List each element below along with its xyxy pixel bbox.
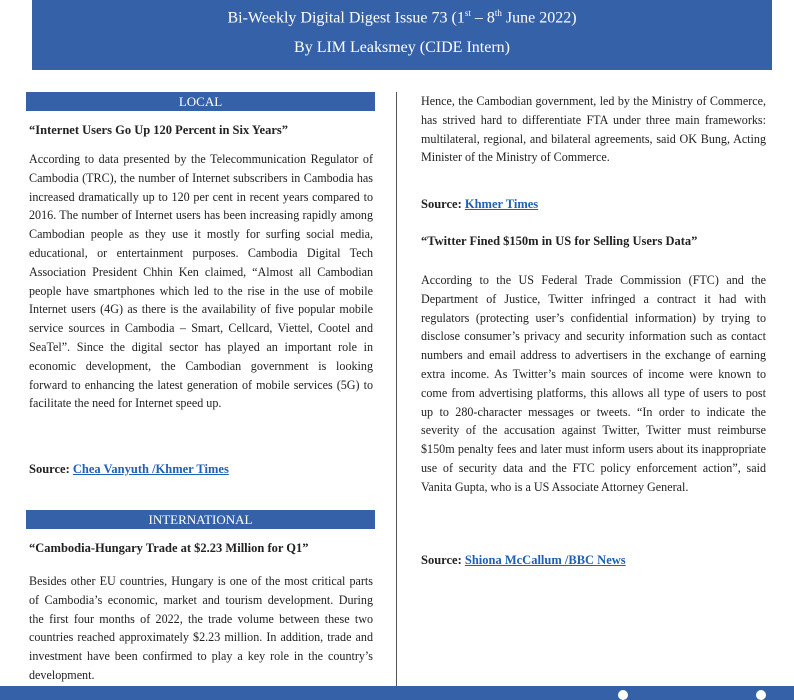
local-headline: “Internet Users Go Up 120 Percent in Six Years” <box>29 123 288 137</box>
twitter-source: Source: Shiona McCallum /BBC News <box>421 553 626 567</box>
international-section-header: INTERNATIONAL <box>26 510 375 529</box>
digest-title: Bi-Weekly Digital Digest Issue 73 (1st – 8th June 2022) <box>227 8 577 27</box>
international-source-link[interactable]: Khmer Times <box>464 197 539 211</box>
footer-bar <box>0 686 794 700</box>
local-section-header: LOCAL <box>26 92 375 111</box>
international-source: Source: Khmer Times <box>421 197 539 211</box>
digest-byline: By LIM Leaksmey (CIDE Intern) <box>294 39 510 56</box>
local-source: Source: Chea Vanyuth /Khmer Times <box>29 462 229 476</box>
local-body: According to data presented by the Telecommunication Regulator of Cambodia (TRC), the number of Internet subscribers in Cambodia has increased dramatically up to 120 per cent in recent years compared to 2016. The number of Internet users has been increasing rapidly among Cambodian people as they use it mostly for surfing social media, educational, or entertainment purposes. Cambodia Digital Tech Association President Chhin Ken claimed, “Almost all Cambodian people have smartphones which led to the rise in the use of mobile Internet users (4G) as there is the availability of five popular mobile service sources in Cambodia – Smart, Cellcard, Viettel, Cootel and SeaTel”. Since the digital sector has played an important role in economic development, the Cambodian government is looking forward to enhancing the latest generation of mobile services (5G) to facilitate the need for Internet speed up. <box>29 152 373 411</box>
international-headline: “Cambodia-Hungary Trade at $2.23 Million for Q1” <box>29 541 309 555</box>
twitter-source-link[interactable]: Shiona McCallum /BBC News <box>464 553 626 567</box>
local-source-link[interactable]: Chea Vanyuth /Khmer Times <box>72 462 229 476</box>
twitter-headline: “Twitter Fined $150m in US for Selling Users Data” <box>421 234 698 248</box>
column-divider <box>396 92 397 686</box>
international-body: Besides other EU countries, Hungary is one of the most critical parts of Cambodia’s economic, market and tourism development. During the first four months of 2022, the trade volume between these two countries reached approximately $2.23 million. In addition, trade and investment have been confirmed to play a key role in the country’s development. <box>29 574 373 682</box>
footer-dot-icon <box>618 690 628 700</box>
footer-dot-icon <box>756 690 766 700</box>
digest-banner <box>32 0 772 70</box>
twitter-body: According to the US Federal Trade Commission (FTC) and the Department of Justice, Twitter infringed a contract it had with regulators (protecting user’s confidential information) by trying to disclose consumer’s privacy and security information such as contact numbers and email address to advertisers in the exchange of earning extra income. As Twitter’s main sources of income were known to come from advertising platforms, this allows all type of users to post up to 280-character messages or tweets. “In order to indicate the severity of the accusation against Twitter, Twitter must reimburse $150m penalty fees and later must inform users about its inappropriate use of security data and the FTC policy enforcement action”, said Vanita Gupta, who is a US Associate Attorney General. <box>421 273 766 494</box>
continued-body: Hence, the Cambodian government, led by the Ministry of Commerce, has strived hard to differentiate FTA under three main frameworks: multilateral, regional, and bilateral agreements, said OK Bung, Acting Minister of the Ministry of Commerce. <box>421 94 766 165</box>
